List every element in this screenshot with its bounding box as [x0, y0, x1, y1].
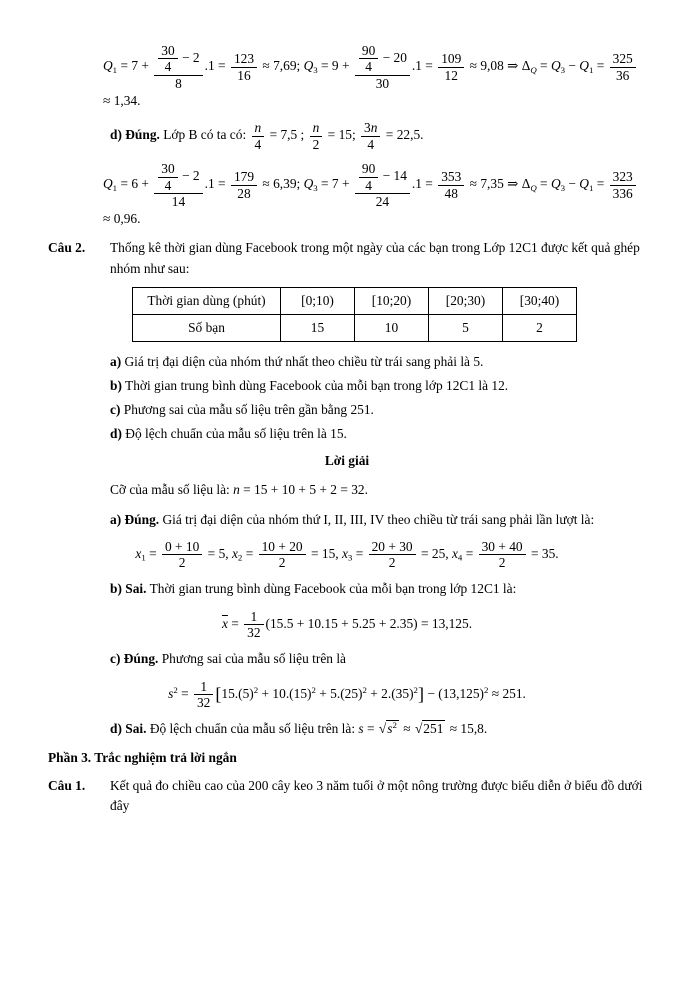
- table-cell: Số bạn: [133, 314, 281, 341]
- statement-d-label: d): [110, 426, 122, 442]
- subscript: 3: [560, 64, 566, 75]
- frequency-table-body: [133, 287, 577, 341]
- solution-c-text: Phương sai của mẫu số liệu trên là: [161, 651, 347, 667]
- table-cell: [30;40): [503, 287, 577, 314]
- denominator: 4: [365, 59, 372, 75]
- math-variable: s: [168, 685, 174, 701]
- formula-quartiles-class-b: $Q_1 = 6$ + $\frac{30}{4}$ − 2 14 .1 = $\frac{179}{28}$ ≈ 6,39; $Q_3 = 7$ + $\frac{90}{4}$ − 14 24 .1 = $\frac{353}{48}$ ≈ 7,35 ⇒ $\Delta_Q = Q_3 - Q_1$ = $\frac{323}{336}$ ≈ 0,96.: [103, 161, 646, 229]
- subscript: 4: [457, 552, 463, 563]
- denominator: 32: [247, 625, 261, 640]
- math-variable: s: [358, 721, 364, 737]
- fraction: [610, 169, 636, 201]
- numerator: 3n: [361, 120, 380, 136]
- numerator: $\frac{30}{4}$ − 2: [154, 43, 202, 76]
- numerator: 20 + 30: [369, 539, 416, 555]
- denominator: 48: [444, 185, 458, 201]
- numerator: $\frac{90}{4}$ − 14: [355, 161, 410, 194]
- radicand: [386, 720, 399, 736]
- table-cell: 2: [503, 314, 577, 341]
- subscript: 3: [313, 64, 318, 75]
- question-1-part3: [48, 776, 646, 816]
- formula-variance: $s^2$ = $\frac{1}{32}$ $[15.(5)^2 + 10.(15)^2 + 5.(25)^2 + 2.(35)^2] - (13,125)^2 \approx 251$.: [168, 678, 526, 710]
- statement-c-text: Phương sai của mẫu số liệu trên gần bằng 251.: [123, 402, 374, 418]
- numerator: 30 + 40: [479, 539, 526, 555]
- fraction: [479, 539, 526, 571]
- fraction: [194, 679, 213, 711]
- solution-d-line: d) Sai. Độ lệch chuẩn của mẫu số liệu trên là: $s = √s^2 \approx √251 \approx 15,8$.: [110, 719, 646, 739]
- statement-a-text: Giá trị đại diện của nhóm thứ nhất theo chiều từ trái sang phải là 5.: [124, 353, 484, 369]
- solution-b-label: b) Sai.: [110, 581, 147, 597]
- solution-b: [110, 579, 646, 599]
- bracket: ]: [417, 683, 424, 704]
- denominator: 16: [237, 67, 251, 83]
- table-cell: [0;10): [281, 287, 355, 314]
- numerator: [252, 120, 265, 136]
- math-variable: x: [135, 545, 142, 561]
- table-cell: 15: [281, 314, 355, 341]
- radicand: 251: [423, 721, 444, 737]
- square-root: [379, 719, 399, 739]
- statement-d-text: Độ lệch chuẩn của mẫu số liệu trên là 15.: [125, 426, 347, 442]
- math-variable: s: [387, 721, 393, 737]
- numerator: 1: [194, 679, 213, 695]
- fraction: [355, 43, 410, 91]
- fraction: [355, 161, 410, 209]
- superscript: 2: [311, 684, 316, 695]
- sample-size-line: Cỡ của mẫu số liệu là: n = 15 + 10 + 5 + 2 = 32.: [110, 482, 368, 498]
- fraction: [244, 609, 263, 641]
- denominator: 4: [365, 177, 372, 193]
- denominator: 336: [612, 185, 633, 201]
- square-root: [415, 719, 445, 739]
- part-3-heading: Phần 3. Trắc nghiệm trả lời ngắn: [48, 750, 237, 766]
- question-2: [48, 238, 646, 278]
- subscript: 1: [588, 64, 594, 75]
- table-cell: 5: [429, 314, 503, 341]
- denominator: 4: [164, 59, 172, 75]
- statement-d: [110, 424, 646, 444]
- math-variable: x: [341, 545, 348, 561]
- denominator: 4: [367, 136, 375, 152]
- fraction: [154, 43, 202, 91]
- statement-b-text: Thời gian trung bình dùng Facebook của mỗi bạn trong lớp 12C1 là 12.: [125, 378, 509, 394]
- fraction: [359, 161, 378, 193]
- overline-variable: $\overline{x}$: [221, 615, 228, 631]
- subscript: 1: [112, 182, 118, 193]
- denominator: 28: [237, 185, 251, 201]
- superscript: 2: [413, 684, 418, 695]
- question-1-label: Câu 1.: [48, 777, 86, 793]
- denominator: 32: [196, 694, 211, 710]
- solution-a: [110, 510, 646, 530]
- math-variable: Q: [550, 58, 561, 74]
- numerator: [310, 120, 323, 136]
- numerator: 0 + 10: [162, 539, 202, 555]
- subscript: 3: [313, 182, 318, 193]
- numerator: 109: [438, 51, 464, 67]
- fraction: [361, 120, 380, 152]
- denominator: 8: [175, 75, 182, 91]
- math-variable: n: [370, 120, 378, 136]
- fraction: [610, 51, 636, 83]
- table-cell: 10: [355, 314, 429, 341]
- numerator: 123: [231, 51, 257, 67]
- numerator: 30: [158, 161, 177, 177]
- math-variable: x: [231, 545, 238, 561]
- numerator: $\frac{30}{4}$ − 2: [154, 161, 202, 194]
- formula-quartiles-class-a: $Q_1 = 7$ + $\frac{30}{4}$ − 2 8 .1 = $\frac{123}{16}$ ≈ 7,69; $Q_3 = 9$ + $\frac{90}{4}$ − 20 30 .1 = $\frac{109}{12}$ ≈ 9,08 ⇒ $\Delta_Q = Q_3 - Q_1$ = $\frac{325}{36}$ ≈ 1,34.: [103, 43, 646, 111]
- denominator: 14: [171, 193, 186, 209]
- denominator: 2: [498, 555, 506, 571]
- numerator: 30: [158, 43, 177, 59]
- fraction: [231, 51, 257, 83]
- math-variable: n: [312, 120, 320, 136]
- superscript: 2: [392, 720, 397, 731]
- superscript: 2: [362, 684, 367, 695]
- numerator: 10 + 20: [259, 539, 306, 555]
- solution-c: [110, 649, 646, 669]
- fraction: [369, 539, 416, 571]
- frequency-table: [132, 287, 577, 342]
- superscript: 2: [173, 684, 178, 695]
- superscript: 2: [253, 684, 259, 695]
- fraction: [438, 51, 464, 83]
- numerator: 90: [359, 43, 378, 59]
- math-variable: Q: [303, 58, 314, 74]
- numerator: $\frac{90}{4}$ − 20: [355, 43, 410, 76]
- math-variable: n: [233, 482, 240, 498]
- solution-a-text: Giá trị đại diện của nhóm thứ I, II, III, IV theo chiều từ trái sang phải lần lượt là:: [162, 511, 595, 527]
- math-variable: x: [451, 545, 458, 561]
- numerator: 1: [244, 609, 263, 625]
- question-2-text: Thống kê thời gian dùng Facebook trong một ngày của các bạn trong Lớp 12C1 được kết quả ghép nhóm như sau:: [110, 240, 640, 276]
- denominator: 2: [178, 555, 186, 571]
- statement-b-label: b): [110, 378, 122, 394]
- numerator: 179: [231, 169, 257, 185]
- subscript: 3: [347, 552, 353, 563]
- table-cell: Thời gian dùng (phút): [133, 287, 281, 314]
- numerator: 323: [610, 169, 636, 185]
- fraction: [359, 43, 378, 75]
- subscript: 1: [112, 64, 118, 75]
- statement-b: [110, 376, 646, 396]
- fraction: [158, 161, 177, 193]
- formula-mean: $\overline{x}$ = $\frac{1}{32}$ (15.5 + 10.15 + 5.25 + 2.35) = 13,125.: [221, 608, 473, 640]
- fraction: [438, 169, 464, 201]
- fraction: [162, 539, 202, 571]
- math-variable: Q: [530, 182, 537, 193]
- subscript: 1: [588, 182, 594, 193]
- statement-c-label: c): [110, 402, 121, 418]
- solution-b-text: Thời gian trung bình dùng Facebook của mỗi bạn trong lớp 12C1 là:: [149, 581, 517, 597]
- denominator: 12: [444, 67, 458, 83]
- solution-c-label: c) Đúng.: [110, 651, 159, 667]
- denominator: 30: [375, 75, 390, 91]
- superscript: 2: [484, 684, 489, 695]
- subscript: [530, 183, 536, 193]
- fraction: [310, 120, 323, 152]
- table-header-row: [133, 287, 577, 314]
- table-cell: [10;20): [355, 287, 429, 314]
- formula-representative-values: $x_1$ = $\frac{0 + 10}{2}$ = 5, $x_2$ = $\frac{10 + 20}{2}$ = 15, $x_3$ = $\frac{20 + 30}{2}$ = 25, $x_4$ = $\frac{30 + 40}{2}$ = 35.: [135, 538, 559, 571]
- table-value-row: [133, 314, 577, 341]
- question-2-label: Câu 2.: [48, 240, 86, 256]
- denominator: 24: [375, 193, 390, 209]
- bracket: [: [215, 683, 222, 704]
- math-variable: Q: [530, 64, 537, 75]
- math-variable: Q: [103, 176, 113, 192]
- question-1-text: Kết quả đo chiều cao của 200 cây keo 3 năm tuổi ở một nông trường được biểu diễn ở biểu đồ dưới đây: [110, 777, 643, 813]
- fraction: [154, 161, 202, 209]
- math-variable: Q: [103, 58, 113, 74]
- fraction: [231, 169, 257, 201]
- fraction: [259, 539, 306, 571]
- math-variable: Q: [579, 176, 589, 192]
- statement-d-class-b: d) Đúng. Lớp B có ta có: $\frac{n}{4}$ = 7,5 ; $\frac{n}{2}$ = 15; $\frac{3n}{4}$ = 22,5.: [110, 120, 424, 152]
- statement-a-label: a): [110, 353, 122, 369]
- denominator: 2: [312, 136, 320, 152]
- math-variable: Q: [550, 176, 561, 192]
- subscript: [530, 65, 536, 75]
- bold-text: d) Sai.: [110, 721, 147, 737]
- subscript: 1: [141, 552, 146, 563]
- bold-text: d) Đúng.: [110, 127, 160, 143]
- radical-sign: √: [378, 721, 387, 737]
- denominator: 36: [615, 67, 630, 83]
- fraction: [158, 43, 177, 75]
- denominator: 2: [278, 555, 286, 571]
- math-variable: Q: [579, 58, 589, 74]
- fraction: [252, 120, 265, 152]
- solution-a-label: a) Đúng.: [110, 511, 160, 527]
- subscript: 3: [560, 182, 566, 193]
- math-variable: n: [254, 120, 262, 136]
- denominator: 4: [164, 177, 172, 193]
- statement-c: [110, 400, 646, 420]
- solution-heading: Lời giải: [324, 453, 370, 469]
- table-cell: [20;30): [429, 287, 503, 314]
- numerator: 353: [438, 169, 464, 185]
- denominator: 2: [388, 555, 396, 571]
- statement-a: [110, 352, 646, 372]
- numerator: 325: [610, 51, 636, 67]
- radical-sign: √: [414, 721, 423, 737]
- numerator: 90: [359, 161, 378, 177]
- subscript: 2: [237, 552, 243, 563]
- denominator: 4: [254, 136, 262, 152]
- math-variable: Q: [303, 176, 314, 192]
